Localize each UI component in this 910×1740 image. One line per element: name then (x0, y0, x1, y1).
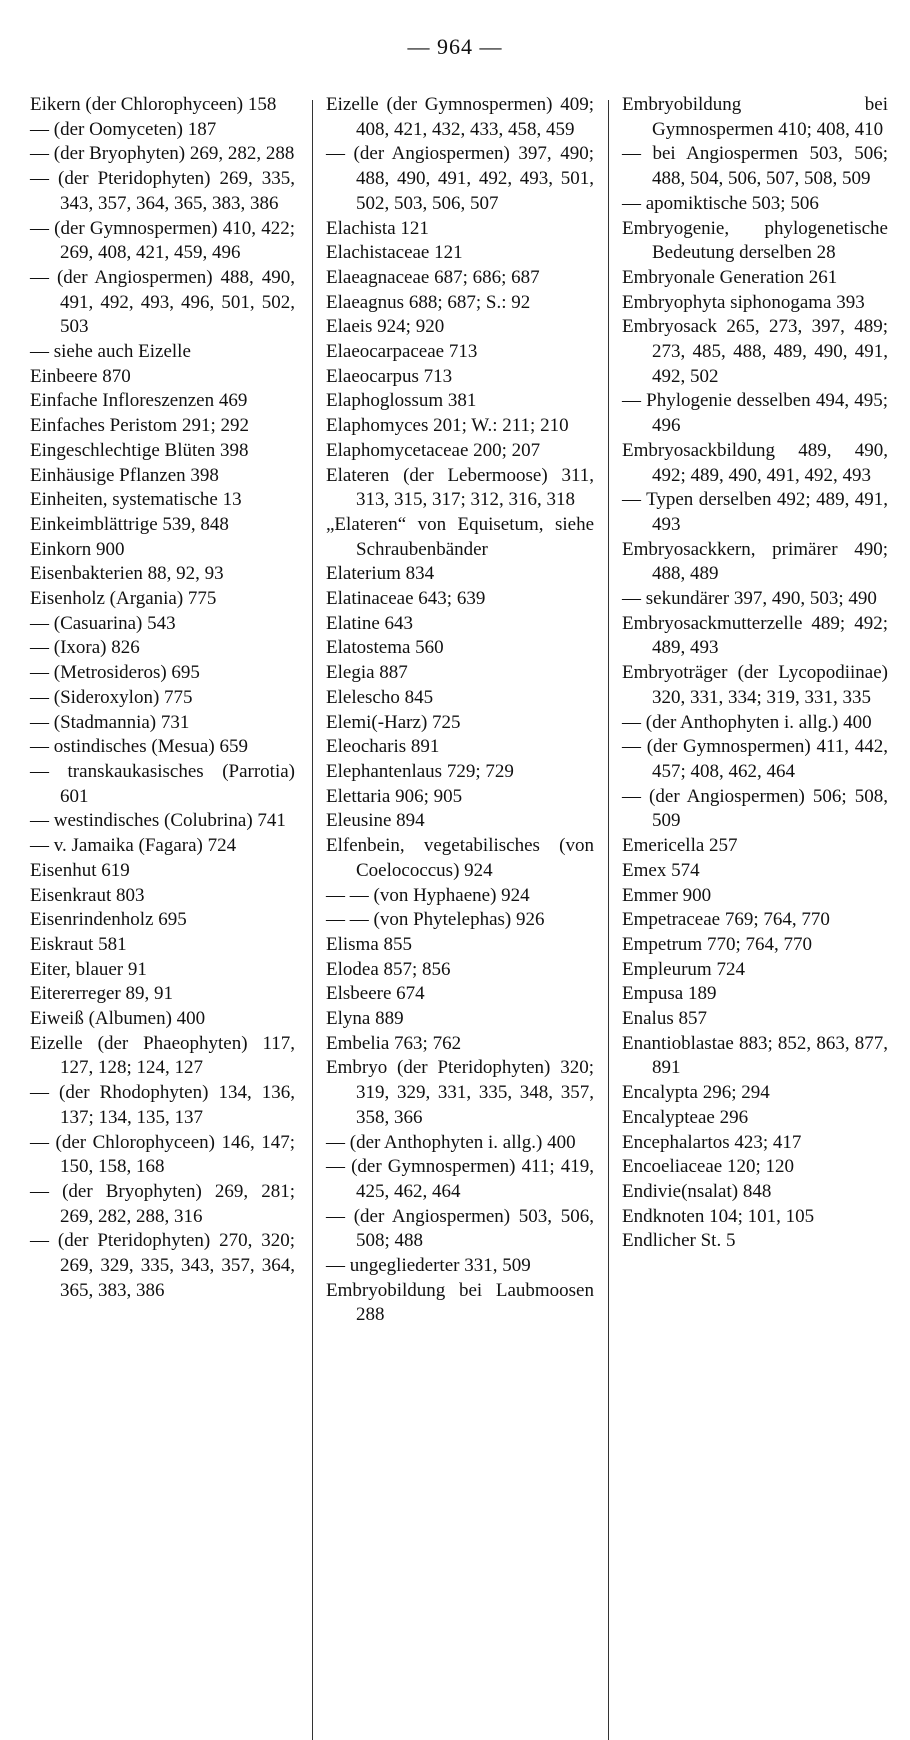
index-entry: — westindisches (Colubrina) 741 (30, 810, 286, 832)
index-entry: Eizelle (der Phaeophyten) 117, 127, 128; 124, 127 (30, 1032, 295, 1079)
index-entry: Elaeocarpaceae 713 (326, 341, 478, 363)
index-entry: — (der Angiospermen) 506; 508, 509 (622, 785, 888, 832)
index-entry: Embryonale Generation 261 (622, 266, 838, 288)
index-entry: — apomiktische 503; 506 (622, 192, 819, 214)
index-entry: Empetraceae 769; 764, 770 (622, 909, 830, 931)
index-entry: Enantioblastae 883; 852, 863, 877, 891 (622, 1032, 888, 1079)
index-entry: Elyna 889 (326, 1008, 404, 1030)
index-entry: — (Stadmannia) 731 (30, 711, 190, 733)
index-entry: — bei Angiospermen 503, 506; 488, 504, 506, 507, 508, 509 (622, 143, 888, 190)
index-entry: Elodea 857; 856 (326, 958, 451, 980)
index-entry: Endivie(nsalat) 848 (622, 1180, 772, 1202)
index-entry: Empleurum 724 (622, 958, 745, 980)
index-entry: Eleocharis 891 (326, 736, 440, 758)
index-entry: Einheiten, systematische 13 (30, 489, 242, 511)
index-entry: — (der Angiospermen) 503, 506, 508; 488 (326, 1205, 594, 1252)
index-entry: — (Ixora) 826 (30, 637, 140, 659)
index-entry: Elateren (der Lebermoose) 311, 313, 315, 317; 312, 316, 318 (326, 464, 594, 511)
index-entry: Embryosackbildung 489, 490, 492; 489, 490, 491, 492, 493 (622, 439, 888, 486)
index-entry: Embryosackmutterzelle 489; 492; 489, 493 (622, 612, 888, 659)
index-entry: — — (von Phytelephas) 926 (326, 909, 545, 931)
index-entry: Eiweiß (Albumen) 400 (30, 1008, 206, 1030)
index-entry: — siehe auch Eizelle (30, 341, 191, 363)
index-entry: Elaeis 924; 920 (326, 316, 445, 338)
index-entry: — (der Gymnospermen) 410, 422; 269, 408, 421, 459, 496 (30, 217, 295, 264)
index-entry: Embelia 763; 762 (326, 1032, 462, 1054)
index-entry: Emex 574 (622, 859, 700, 881)
index-entry: — transkaukasisches (Parrotia) 601 (30, 760, 295, 807)
index-entry: Encephalartos 423; 417 (622, 1131, 802, 1153)
index-entry: Embryogenie, phylogenetische Bedeutung derselben 28 (622, 217, 888, 264)
index-entry: Elatostema 560 (326, 637, 444, 659)
index-entry: Emmer 900 (622, 884, 712, 906)
index-entry: Elisma 855 (326, 933, 413, 955)
index-entry: Encalypteae 296 (622, 1106, 749, 1128)
index-entry: Embryosackkern, primärer 490; 488, 489 (622, 538, 888, 585)
index-entry: Encalypta 296; 294 (622, 1082, 770, 1104)
index-entry: Empusa 189 (622, 983, 717, 1005)
column-divider (312, 100, 313, 1740)
index-entry: Elemi(-Harz) 725 (326, 711, 461, 733)
index-entry: Endlicher St. 5 (622, 1230, 736, 1252)
index-entry: Elephantenlaus 729; 729 (326, 760, 514, 782)
index-entry: Eikern (der Chlorophyceen) 158 (30, 94, 277, 115)
index-entry: — Typen derselben 492; 489, 491, 493 (622, 489, 888, 535)
index-entry: Elaphoglossum 381 (326, 390, 477, 412)
index-entry: Elaeagnaceae 687; 686; 687 (326, 266, 540, 288)
index-entry: — (der Pteridophyten) 270, 320; 269, 329, 335, 343, 357, 364, 365, 383, 386 (30, 1230, 295, 1301)
index-entry: — (Sideroxylon) 775 (30, 686, 193, 708)
index-entry: — (der Oomyceten) 187 (30, 118, 217, 140)
index-entry: Enalus 857 (622, 1008, 707, 1030)
index-entry: Elaphomycetaceae 200; 207 (326, 439, 541, 461)
index-entry: — (der Chlorophyceen) 146, 147; 150, 158, 168 (30, 1131, 295, 1178)
index-entry: — (der Anthophyten i. allg.) 400 (622, 711, 872, 733)
index-entry: Elfenbein, vegetabilisches (von Coelococcus) 924 (326, 835, 594, 881)
index-entry: Embryoträger (der Lycopodiinae) 320, 331, 334; 319, 331, 335 (622, 662, 888, 708)
index-entry: Einkorn 900 (30, 538, 125, 560)
index-entry: — ungegliederter 331, 509 (326, 1255, 531, 1277)
index-entry: Eisenholz (Argania) 775 (30, 588, 217, 610)
index-entry: Elegia 887 (326, 662, 408, 684)
index-entry: Elaterium 834 (326, 563, 435, 585)
index-entry: Eingeschlechtige Blüten 398 (30, 439, 249, 461)
index-entry: Eisenrindenholz 695 (30, 909, 187, 931)
index-entry: — (der Angiospermen) 397, 490; 488, 490, 491, 492, 493, 501, 502, 503, 506, 507 (326, 143, 594, 214)
index-entry: Eleusine 894 (326, 810, 425, 832)
index-entry: Elaeagnus 688; 687; S.: 92 (326, 291, 531, 313)
index-entry: Emericella 257 (622, 835, 738, 857)
index-entry: Elachistaceae 121 (326, 242, 463, 264)
index-entry: — (der Angiospermen) 488, 490, 491, 492, 493, 496, 501, 502, 503 (30, 266, 295, 338)
page-number: — 964 — (407, 34, 503, 59)
index-entry: Encoeliaceae 120; 120 (622, 1156, 794, 1178)
index-entry: Einfache Infloreszenzen 469 (30, 390, 248, 412)
index-column-3 (622, 93, 888, 1254)
index-entry: Elatine 643 (326, 612, 414, 634)
index-entry: Empetrum 770; 764, 770 (622, 933, 812, 955)
index-entry: Endknoten 104; 101, 105 (622, 1205, 815, 1227)
index-entry: Embryobildung bei Gymnospermen 410; 408, 410 (622, 94, 888, 140)
index-entry: Eiskraut 581 (30, 933, 127, 955)
index-entry: „Elateren“ von Equisetum, siehe Schraubenbänder (326, 513, 594, 560)
index-entry: Einhäusige Pflanzen 398 (30, 464, 219, 486)
index-entry: — (der Gymnospermen) 411, 442, 457; 408, 462, 464 (622, 736, 888, 782)
index-entry: Einfaches Peristom 291; 292 (30, 415, 249, 437)
index-entry: Elelescho 845 (326, 686, 434, 708)
index-entry: Elaeocarpus 713 (326, 365, 453, 387)
index-entry: — — (von Hyphaene) 924 (326, 884, 530, 906)
index-entry: Elachista 121 (326, 217, 429, 239)
index-column-2 (326, 93, 594, 1328)
index-entry: — (Metrosideros) 695 (30, 662, 200, 684)
index-entry: — (der Rhodophyten) 134, 136, 137; 134, 135, 137 (30, 1082, 295, 1128)
index-entry: Embryobildung bei Laubmoosen 288 (326, 1279, 594, 1326)
index-entry: — (der Bryophyten) 269, 282, 288 (30, 143, 295, 165)
index-entry: Embryo (der Pteridophyten) 320; 319, 329, 331, 335, 348, 357, 358, 366 (326, 1057, 594, 1128)
index-entry: — v. Jamaika (Fagara) 724 (30, 835, 237, 857)
index-entry: Eitererreger 89, 91 (30, 983, 173, 1005)
index-entry: Elatinaceae 643; 639 (326, 588, 486, 610)
index-entry: — (der Bryophyten) 269, 281; 269, 282, 288, 316 (30, 1180, 295, 1227)
index-entry: — Phylogenie desselben 494, 495; 496 (622, 390, 888, 437)
index-entry: Elsbeere 674 (326, 983, 425, 1005)
index-entry: — (Casuarina) 543 (30, 612, 176, 634)
index-entry: Eizelle (der Gymnospermen) 409; 408, 421, 432, 433, 458, 459 (326, 94, 594, 140)
index-entry: Einkeimblättrige 539, 848 (30, 513, 229, 535)
column-divider (608, 100, 609, 1740)
index-entry: Embryophyta siphonogama 393 (622, 291, 865, 313)
index-entry: Eisenkraut 803 (30, 884, 145, 906)
index-entry: Eisenbakterien 88, 92, 93 (30, 563, 224, 585)
index-entry: Eiter, blauer 91 (30, 958, 147, 980)
index-entry: Elaphomyces 201; W.: 211; 210 (326, 415, 569, 437)
index-entry: — ostindisches (Mesua) 659 (30, 736, 248, 758)
index-entry: Eisenhut 619 (30, 859, 130, 881)
index-entry: — (der Pteridophyten) 269, 335, 343, 357, 364, 365, 383, 386 (30, 168, 295, 214)
index-entry: Einbeere 870 (30, 365, 131, 387)
index-entry: — (der Anthophyten i. allg.) 400 (326, 1131, 576, 1153)
index-entry: — sekundärer 397, 490, 503; 490 (622, 588, 877, 610)
index-entry: — (der Gymnospermen) 411; 419, 425, 462, 464 (326, 1156, 594, 1202)
index-entry: Elettaria 906; 905 (326, 785, 463, 807)
index-column-1 (30, 93, 295, 1303)
index-entry: Embryosack 265, 273, 397, 489; 273, 485, 488, 489, 490, 491, 492, 502 (622, 316, 888, 387)
